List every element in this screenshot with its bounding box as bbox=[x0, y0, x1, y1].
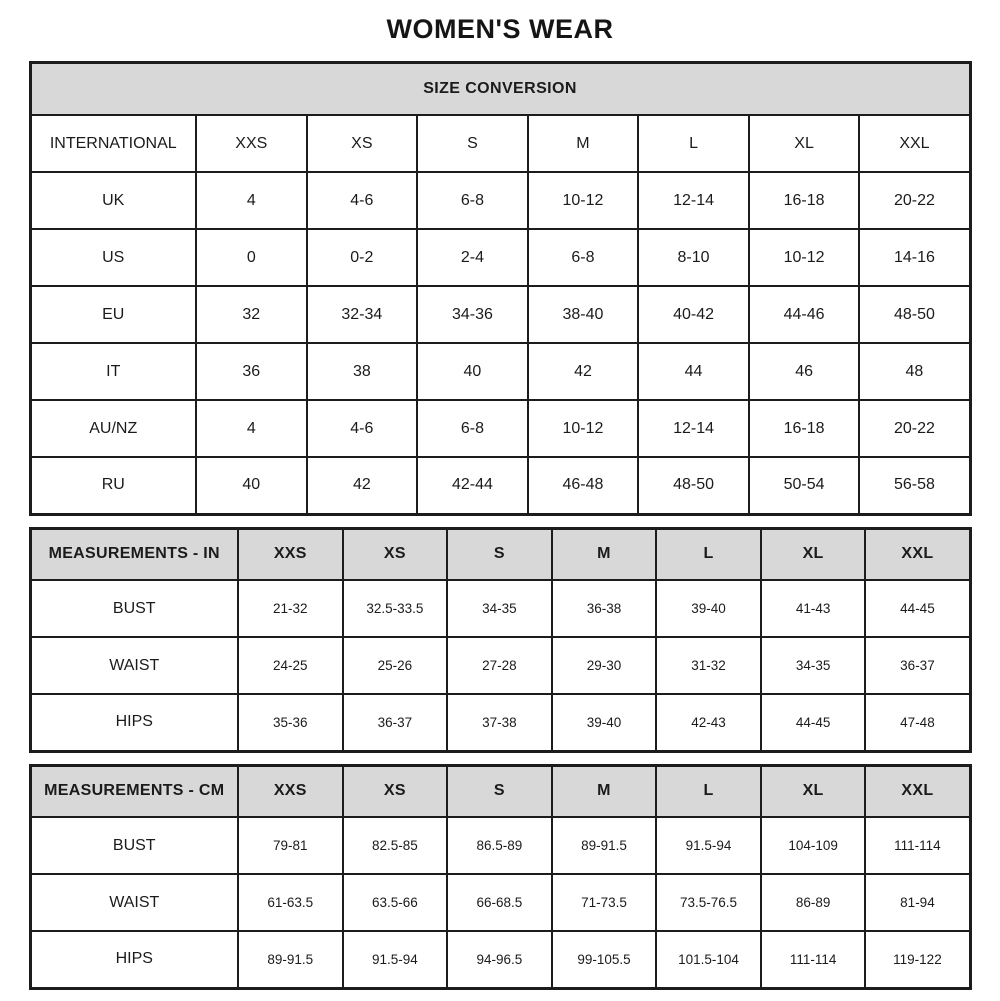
value-cell: 44-46 bbox=[749, 286, 860, 343]
size-header-cell: S bbox=[447, 765, 552, 817]
value-cell: 41-43 bbox=[761, 580, 866, 637]
value-cell: 34-35 bbox=[447, 580, 552, 637]
table-row bbox=[30, 580, 970, 637]
size-header-cell: S bbox=[417, 115, 528, 172]
value-cell: 0-2 bbox=[307, 229, 418, 286]
value-cell: 42 bbox=[307, 457, 418, 514]
value-cell: 20-22 bbox=[859, 172, 970, 229]
size-header-cell: XXS bbox=[196, 115, 307, 172]
value-cell: 36-38 bbox=[552, 580, 657, 637]
value-cell: 44-45 bbox=[865, 580, 970, 637]
value-cell: 89-91.5 bbox=[238, 931, 343, 988]
table-row bbox=[30, 874, 970, 931]
size-header-cell: M bbox=[528, 115, 639, 172]
value-cell: 42-43 bbox=[656, 694, 761, 751]
value-cell: 91.5-94 bbox=[343, 931, 448, 988]
value-cell: 91.5-94 bbox=[656, 817, 761, 874]
value-cell: 6-8 bbox=[528, 229, 639, 286]
row-label: RU bbox=[30, 457, 196, 514]
row-label: WAIST bbox=[30, 874, 238, 931]
row-label: BUST bbox=[30, 580, 238, 637]
table-row bbox=[30, 400, 970, 457]
size-header-cell: XXL bbox=[865, 765, 970, 817]
value-cell: 14-16 bbox=[859, 229, 970, 286]
value-cell: 40 bbox=[417, 343, 528, 400]
value-cell: 40 bbox=[196, 457, 307, 514]
table-title-row bbox=[30, 63, 970, 116]
value-cell: 48-50 bbox=[638, 457, 749, 514]
value-cell: 16-18 bbox=[749, 172, 860, 229]
value-cell: 24-25 bbox=[238, 637, 343, 694]
value-cell: 44 bbox=[638, 343, 749, 400]
size-header-cell: XXL bbox=[865, 528, 970, 580]
value-cell: 38 bbox=[307, 343, 418, 400]
value-cell: 38-40 bbox=[528, 286, 639, 343]
table-row bbox=[30, 637, 970, 694]
table-row bbox=[30, 286, 970, 343]
size-header-cell: XXS bbox=[238, 765, 343, 817]
row-label: WAIST bbox=[30, 637, 238, 694]
row-label: INTERNATIONAL bbox=[30, 115, 196, 172]
size-header-cell: XXS bbox=[238, 528, 343, 580]
table-row bbox=[30, 343, 970, 400]
value-cell: 16-18 bbox=[749, 400, 860, 457]
value-cell: 10-12 bbox=[528, 400, 639, 457]
value-cell: 10-12 bbox=[749, 229, 860, 286]
row-label: US bbox=[30, 229, 196, 286]
value-cell: 21-32 bbox=[238, 580, 343, 637]
value-cell: 73.5-76.5 bbox=[656, 874, 761, 931]
value-cell: 86-89 bbox=[761, 874, 866, 931]
value-cell: 32.5-33.5 bbox=[343, 580, 448, 637]
value-cell: 42 bbox=[528, 343, 639, 400]
value-cell: 86.5-89 bbox=[447, 817, 552, 874]
measurements-in-header-row bbox=[30, 528, 970, 580]
value-cell: 25-26 bbox=[343, 637, 448, 694]
value-cell: 39-40 bbox=[656, 580, 761, 637]
value-cell: 10-12 bbox=[528, 172, 639, 229]
value-cell: 0 bbox=[196, 229, 307, 286]
value-cell: 4-6 bbox=[307, 400, 418, 457]
value-cell: 56-58 bbox=[859, 457, 970, 514]
value-cell: 111-114 bbox=[865, 817, 970, 874]
value-cell: 6-8 bbox=[417, 172, 528, 229]
value-cell: 32-34 bbox=[307, 286, 418, 343]
size-header-cell: L bbox=[656, 528, 761, 580]
value-cell: 111-114 bbox=[761, 931, 866, 988]
value-cell: 36 bbox=[196, 343, 307, 400]
size-header-cell: XS bbox=[307, 115, 418, 172]
value-cell: 46 bbox=[749, 343, 860, 400]
value-cell: 2-4 bbox=[417, 229, 528, 286]
size-header-cell: XXL bbox=[859, 115, 970, 172]
value-cell: 42-44 bbox=[417, 457, 528, 514]
value-cell: 119-122 bbox=[865, 931, 970, 988]
value-cell: 39-40 bbox=[552, 694, 657, 751]
page-title: WOMEN'S WEAR bbox=[386, 14, 614, 44]
value-cell: 6-8 bbox=[417, 400, 528, 457]
row-label: AU/NZ bbox=[30, 400, 196, 457]
size-header-cell: L bbox=[656, 765, 761, 817]
value-cell: 63.5-66 bbox=[343, 874, 448, 931]
value-cell: 29-30 bbox=[552, 637, 657, 694]
measurements-in-title: MEASUREMENTS - IN bbox=[30, 528, 238, 580]
row-label: EU bbox=[30, 286, 196, 343]
size-header-cell: XS bbox=[343, 765, 448, 817]
value-cell: 82.5-85 bbox=[343, 817, 448, 874]
value-cell: 35-36 bbox=[238, 694, 343, 751]
measurements-cm-header-row bbox=[30, 765, 970, 817]
international-header-row bbox=[30, 115, 970, 172]
value-cell: 44-45 bbox=[761, 694, 866, 751]
value-cell: 20-22 bbox=[859, 400, 970, 457]
value-cell: 34-36 bbox=[417, 286, 528, 343]
table-row bbox=[30, 694, 970, 751]
value-cell: 34-35 bbox=[761, 637, 866, 694]
size-header-cell: XL bbox=[761, 765, 866, 817]
measurements-cm-title: MEASUREMENTS - CM bbox=[30, 765, 238, 817]
size-header-cell: S bbox=[447, 528, 552, 580]
size-conversion-title: SIZE CONVERSION bbox=[30, 63, 970, 116]
row-label: HIPS bbox=[30, 931, 238, 988]
value-cell: 37-38 bbox=[447, 694, 552, 751]
table-row bbox=[30, 457, 970, 514]
size-header-cell: XL bbox=[761, 528, 866, 580]
row-label: IT bbox=[30, 343, 196, 400]
value-cell: 48 bbox=[859, 343, 970, 400]
value-cell: 48-50 bbox=[859, 286, 970, 343]
value-cell: 12-14 bbox=[638, 172, 749, 229]
value-cell: 27-28 bbox=[447, 637, 552, 694]
value-cell: 12-14 bbox=[638, 400, 749, 457]
measurements-in-rows bbox=[30, 580, 970, 751]
value-cell: 71-73.5 bbox=[552, 874, 657, 931]
table-row bbox=[30, 172, 970, 229]
measurements-cm-rows bbox=[30, 817, 970, 988]
value-cell: 66-68.5 bbox=[447, 874, 552, 931]
value-cell: 46-48 bbox=[528, 457, 639, 514]
value-cell: 50-54 bbox=[749, 457, 860, 514]
table-row bbox=[30, 229, 970, 286]
size-header-cell: L bbox=[638, 115, 749, 172]
size-chart-page bbox=[29, 0, 972, 990]
measurements-cm-table bbox=[29, 764, 972, 990]
value-cell: 104-109 bbox=[761, 817, 866, 874]
measurements-in-table bbox=[29, 527, 972, 753]
row-label: BUST bbox=[30, 817, 238, 874]
value-cell: 32 bbox=[196, 286, 307, 343]
value-cell: 94-96.5 bbox=[447, 931, 552, 988]
value-cell: 4 bbox=[196, 400, 307, 457]
value-cell: 8-10 bbox=[638, 229, 749, 286]
size-conversion-table bbox=[29, 61, 972, 516]
value-cell: 31-32 bbox=[656, 637, 761, 694]
table-row bbox=[30, 817, 970, 874]
row-label: HIPS bbox=[30, 694, 238, 751]
size-header-cell: M bbox=[552, 765, 657, 817]
value-cell: 36-37 bbox=[343, 694, 448, 751]
value-cell: 47-48 bbox=[865, 694, 970, 751]
value-cell: 40-42 bbox=[638, 286, 749, 343]
value-cell: 99-105.5 bbox=[552, 931, 657, 988]
row-label: UK bbox=[30, 172, 196, 229]
value-cell: 36-37 bbox=[865, 637, 970, 694]
size-header-cell: XL bbox=[749, 115, 860, 172]
size-header-cell: M bbox=[552, 528, 657, 580]
value-cell: 101.5-104 bbox=[656, 931, 761, 988]
size-conversion-body bbox=[30, 115, 970, 172]
value-cell: 79-81 bbox=[238, 817, 343, 874]
value-cell: 89-91.5 bbox=[552, 817, 657, 874]
value-cell: 4 bbox=[196, 172, 307, 229]
value-cell: 81-94 bbox=[865, 874, 970, 931]
size-header-cell: XS bbox=[343, 528, 448, 580]
table-row bbox=[30, 931, 970, 988]
value-cell: 4-6 bbox=[307, 172, 418, 229]
size-conversion-rows bbox=[30, 172, 970, 514]
value-cell: 61-63.5 bbox=[238, 874, 343, 931]
